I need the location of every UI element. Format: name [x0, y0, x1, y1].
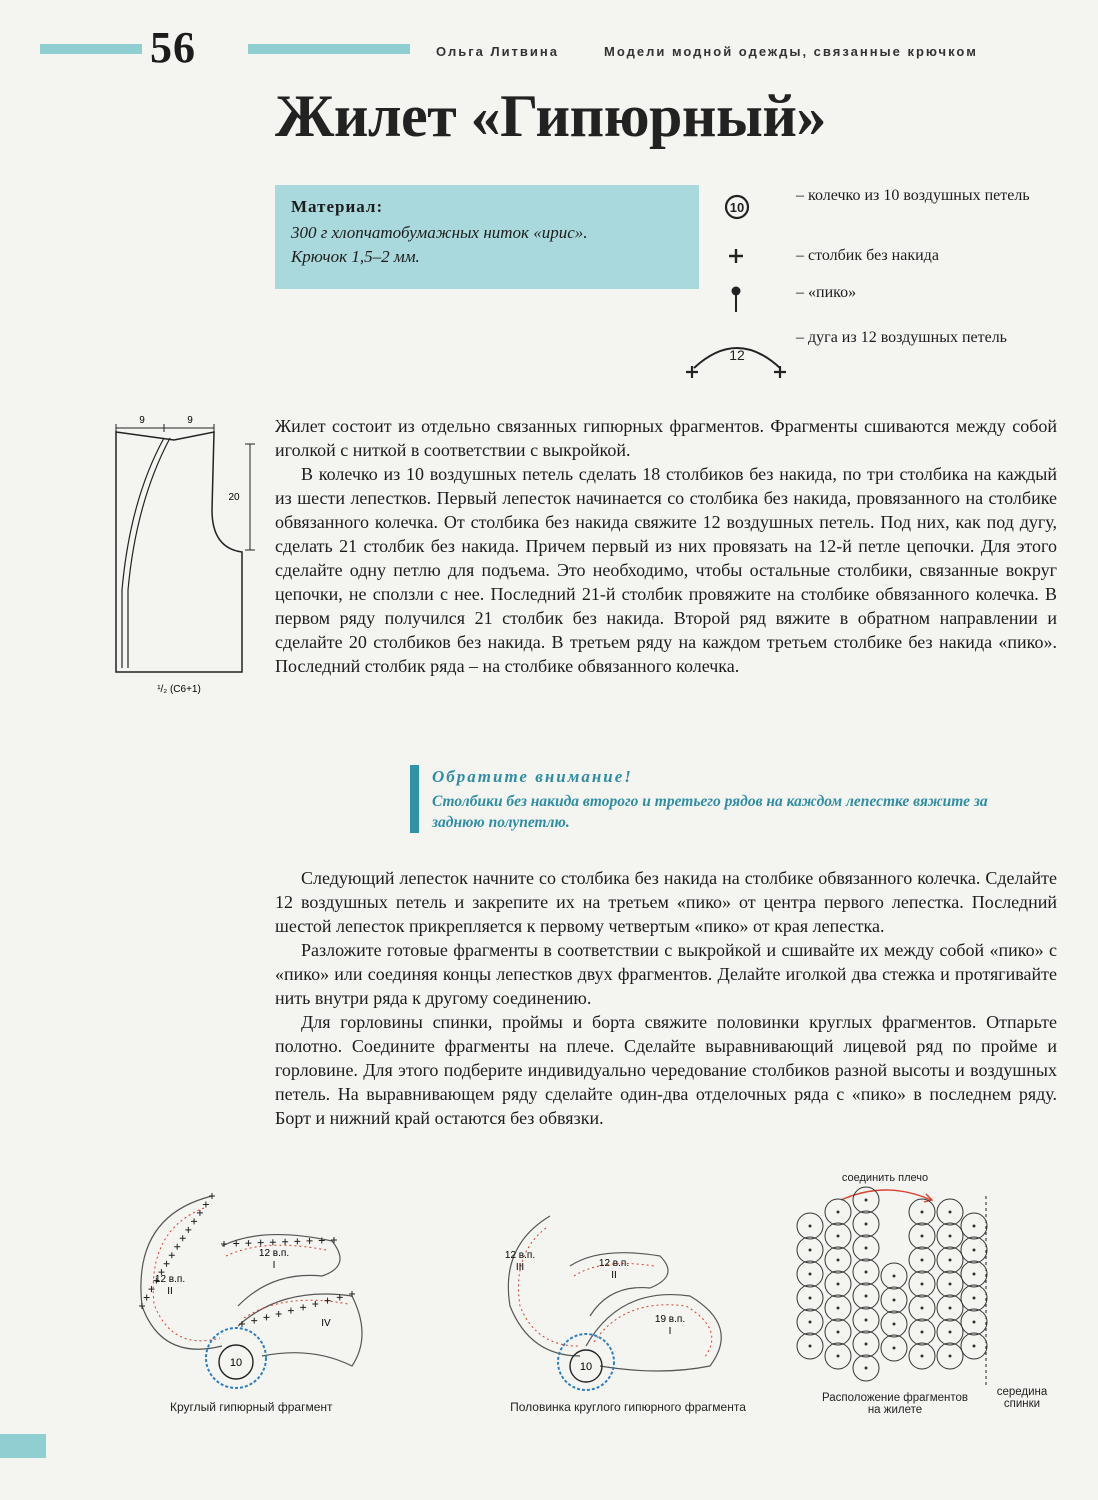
fragment-center-dot — [865, 1247, 868, 1250]
header-accent-bar-left — [40, 44, 142, 54]
fragment-center-dot — [837, 1259, 840, 1262]
stitch-mark — [245, 1240, 251, 1246]
stitch-mark — [258, 1240, 264, 1246]
stitch-mark — [174, 1244, 180, 1250]
fragment-center-dot — [865, 1295, 868, 1298]
fragment-center-dot — [865, 1199, 868, 1202]
stitch-mark — [169, 1252, 175, 1258]
half-fragment-diagram — [490, 1206, 740, 1396]
vest-pattern-diagram — [104, 410, 264, 700]
fragment-center-dot — [865, 1223, 868, 1226]
page-title: Жилет «Гипюрный» — [275, 83, 826, 149]
stitch-mark — [270, 1239, 276, 1245]
half-fragment-arc-c-num: I — [668, 1326, 672, 1337]
dim-side: 20 — [228, 492, 240, 503]
fragment-center-dot — [949, 1235, 952, 1238]
fragment-center-dot — [809, 1225, 812, 1228]
stitch-mark — [221, 1241, 227, 1247]
half-fragment-arc-a: 12 в.п. — [504, 1250, 536, 1261]
half-fragment-caption: Половинка круглого гипюрного фрагмента — [510, 1400, 746, 1414]
picot-symbol-icon — [728, 284, 744, 314]
stitch-mark — [239, 1321, 245, 1327]
stitch-mark — [139, 1303, 145, 1309]
fragment-center-dot — [921, 1283, 924, 1286]
fragment-center-dot — [837, 1235, 840, 1238]
body1-paragraph-1: Жилет состоит из отдельно связанных гипюрных фрагментов. Фрагменты сшиваются между собой иголкой с ниткой в соответствии с выкройкой. — [275, 416, 1057, 460]
fragment-center-dot — [809, 1321, 812, 1324]
fragment-center-dot — [949, 1355, 952, 1358]
fragment-center-dot — [837, 1307, 840, 1310]
stitch-mark — [307, 1238, 313, 1244]
fragment-center-dot — [949, 1331, 952, 1334]
footer-accent-bar — [0, 1434, 46, 1458]
body-text-block-1 — [275, 414, 1057, 678]
body2-paragraph-3: Для горловины спинки, проймы и борта свяжите половинки круглых фрагментов. Отпарьте полотно. Соедините фрагменты на плече. Сделайте выравнивающий лицевой ряд по пройме и горловине. Для этого подберите индивидуально чередование столбиков разной высоты и воздушных петель. На выравнивающем ряду сделайте один-два отделочных ряда с «пико» в последнем ряду. Борт и нижний край остаются без обвязки. — [275, 1012, 1057, 1128]
fragment-center-dot — [973, 1297, 976, 1300]
fragment-center-dot — [921, 1235, 924, 1238]
ring-symbol-number: 10 — [729, 200, 745, 215]
body2-paragraph-2: Разложите готовые фрагменты в соответствии с выкройкой и сшивайте их между собой «пико» с «пико» или соединяя концы лепестков двух фрагментов. Делайте иголкой два стежка и протягивайте нить внутри ряда к другому соединению. — [275, 940, 1057, 1008]
fragment-center-dot — [837, 1355, 840, 1358]
stitch-mark — [209, 1193, 215, 1199]
dim-top-left: 9 — [139, 415, 145, 426]
stitch-mark — [180, 1235, 186, 1241]
stitch-mark — [251, 1318, 257, 1324]
fragment-center-dot — [949, 1259, 952, 1262]
layout-side-line-1: середина — [996, 1386, 1048, 1398]
layout-caption-line-2: на жилете — [867, 1404, 923, 1416]
half-fragment-arc-b: 12 в.п. — [598, 1258, 630, 1269]
body2-paragraph-1: Следующий лепесток начните со столбика без накида на столбике обвязанного колечка. Сделайте 12 воздушных петель и закрепите их на третьем «пико» от центра первого лепестка. Последний шестой лепесток прикрепляется к первому четвертым «пико» от края лепестка. — [275, 868, 1057, 936]
legend-picot-desc: – «пико» — [796, 284, 857, 301]
fragment-center-dot — [949, 1307, 952, 1310]
stitch-mark — [164, 1261, 170, 1267]
stitch-mark — [312, 1301, 318, 1307]
round-fragment-arc-b-num: I — [272, 1260, 276, 1271]
fragment-layout-diagram — [796, 1186, 1006, 1392]
stitch-mark — [185, 1227, 191, 1233]
material-heading: Материал: — [291, 197, 384, 216]
fragment-center-dot — [949, 1211, 952, 1214]
fragment-center-dot — [837, 1283, 840, 1286]
stitch-mark — [276, 1311, 282, 1317]
stitch-mark — [288, 1308, 294, 1314]
stitch-mark — [191, 1218, 197, 1224]
layout-caption — [800, 1392, 990, 1416]
note-text: Столбики без накида второго и третьего рядов на каждом лепестке вяжите за заднюю полупетлю. — [432, 793, 988, 831]
ring-symbol-icon — [722, 192, 752, 222]
stitch-mark — [300, 1304, 306, 1310]
round-fragment-ring: 10 — [229, 1357, 243, 1369]
arc-symbol-number: 12 — [729, 347, 745, 363]
round-fragment-arc-c: IV — [321, 1318, 331, 1329]
round-fragment-stitches — [139, 1193, 355, 1327]
layout-side-line-2: спинки — [1003, 1398, 1041, 1410]
stitch-mark — [282, 1239, 288, 1245]
half-fragment-arc-a-num: III — [515, 1262, 525, 1273]
dim-bottom: ¹/₂ (С6+1) — [157, 684, 201, 695]
material-line-1: 300 г хлопчатобумажных ниток «ирис». — [291, 223, 588, 242]
fragment-center-dot — [893, 1275, 896, 1278]
fragment-center-dot — [921, 1331, 924, 1334]
fragment-center-dot — [921, 1259, 924, 1262]
half-fragment-arc-b-num: II — [611, 1270, 617, 1281]
arc-symbol-icon — [684, 328, 794, 384]
layout-caption-line-1: Расположение фрагментов — [821, 1392, 969, 1404]
material-line-2: Крючок 1,5–2 мм. — [291, 247, 420, 266]
body-text-block-2 — [275, 866, 1057, 1130]
fragment-center-dot — [865, 1367, 868, 1370]
fragment-center-dot — [893, 1323, 896, 1326]
fragment-center-dot — [809, 1345, 812, 1348]
round-fragment-arc-b: 12 в.п. — [258, 1248, 290, 1259]
round-fragment-caption: Круглый гипюрный фрагмент — [170, 1400, 333, 1414]
fragment-center-dot — [809, 1273, 812, 1276]
half-fragment-arc-c: 19 в.п. — [654, 1314, 686, 1325]
layout-side-label — [984, 1386, 1060, 1410]
fragment-center-dot — [809, 1297, 812, 1300]
fragment-center-dot — [973, 1225, 976, 1228]
stitch-mark — [294, 1238, 300, 1244]
page-number: 56 — [150, 23, 196, 72]
legend-arc-desc: – дуга из 12 воздушных петель — [796, 329, 1007, 346]
book-title: Модели модной одежды, связанные крючком — [604, 44, 978, 59]
fragment-center-dot — [865, 1271, 868, 1274]
half-fragment-ring: 10 — [579, 1361, 593, 1373]
fragment-center-dot — [949, 1283, 952, 1286]
round-fragment-arc-a-num: II — [167, 1286, 173, 1297]
fragment-center-dot — [921, 1355, 924, 1358]
stitch-mark — [144, 1295, 150, 1301]
legend-ring-desc: – колечко из 10 воздушных петель — [796, 187, 1030, 204]
single-crochet-plus-icon — [726, 246, 746, 266]
fragment-center-dot — [837, 1211, 840, 1214]
fragment-center-dot — [865, 1343, 868, 1346]
note-title: Обратите внимание! — [432, 767, 633, 786]
fragment-center-dot — [865, 1319, 868, 1322]
note-callout — [410, 765, 1010, 833]
fragment-center-dot — [973, 1273, 976, 1276]
body1-paragraph-2: В колечко из 10 воздушных петель сделать 18 столбиков без накида, по три столбика на каждый из шести лепестков. Первый лепесток начинается со столбика без накида, провязанного на столбике обвязанного колечка. От столбика без накида свяжите 12 воздушных петель. Под них, как под дугу, сделать 21 столбик без накида. Причем первый из них провязать на 12-й петле цепочки. Для этого сделайте одну петлю для подъема. Это необходимо, чтобы остальные столбики, связанные вокруг цепочки, не сползли с нее. Последний 21-й столбик провяжите на столбике обвязанного колечка. В первом ряду получился 21 столбик без накида. Второй ряд вяжите в обратном направлении и сделайте 20 столбиков без накида. В третьем ряду на каждом третьем столбике без накида «пико». Последний столбик ряда – на столбике обвязанного колечка. — [275, 464, 1057, 676]
fragment-center-dot — [921, 1307, 924, 1310]
stitch-mark — [263, 1314, 269, 1320]
dim-top-right: 9 — [187, 415, 193, 426]
fragment-center-dot — [973, 1345, 976, 1348]
fragment-center-dot — [809, 1249, 812, 1252]
stitch-mark — [325, 1298, 331, 1304]
author-name: Ольга Литвина — [436, 44, 559, 59]
fragment-center-dot — [893, 1347, 896, 1350]
fragment-center-dot — [893, 1299, 896, 1302]
round-fragment-arc-a: 12 в.п. — [154, 1274, 186, 1285]
layout-top-label: соединить плечо — [841, 1172, 929, 1184]
stitch-mark — [203, 1201, 209, 1207]
fragment-center-dot — [921, 1211, 924, 1214]
fragment-center-dot — [973, 1249, 976, 1252]
stitch-mark — [331, 1237, 337, 1243]
fragment-center-dot — [837, 1331, 840, 1334]
legend-sc-desc: – столбик без накида — [796, 247, 939, 264]
note-accent-bar — [410, 765, 419, 833]
fragment-center-dot — [973, 1321, 976, 1324]
round-fragment-diagram — [112, 1186, 382, 1406]
header-accent-bar-mid — [248, 44, 410, 54]
material-box — [275, 185, 699, 289]
